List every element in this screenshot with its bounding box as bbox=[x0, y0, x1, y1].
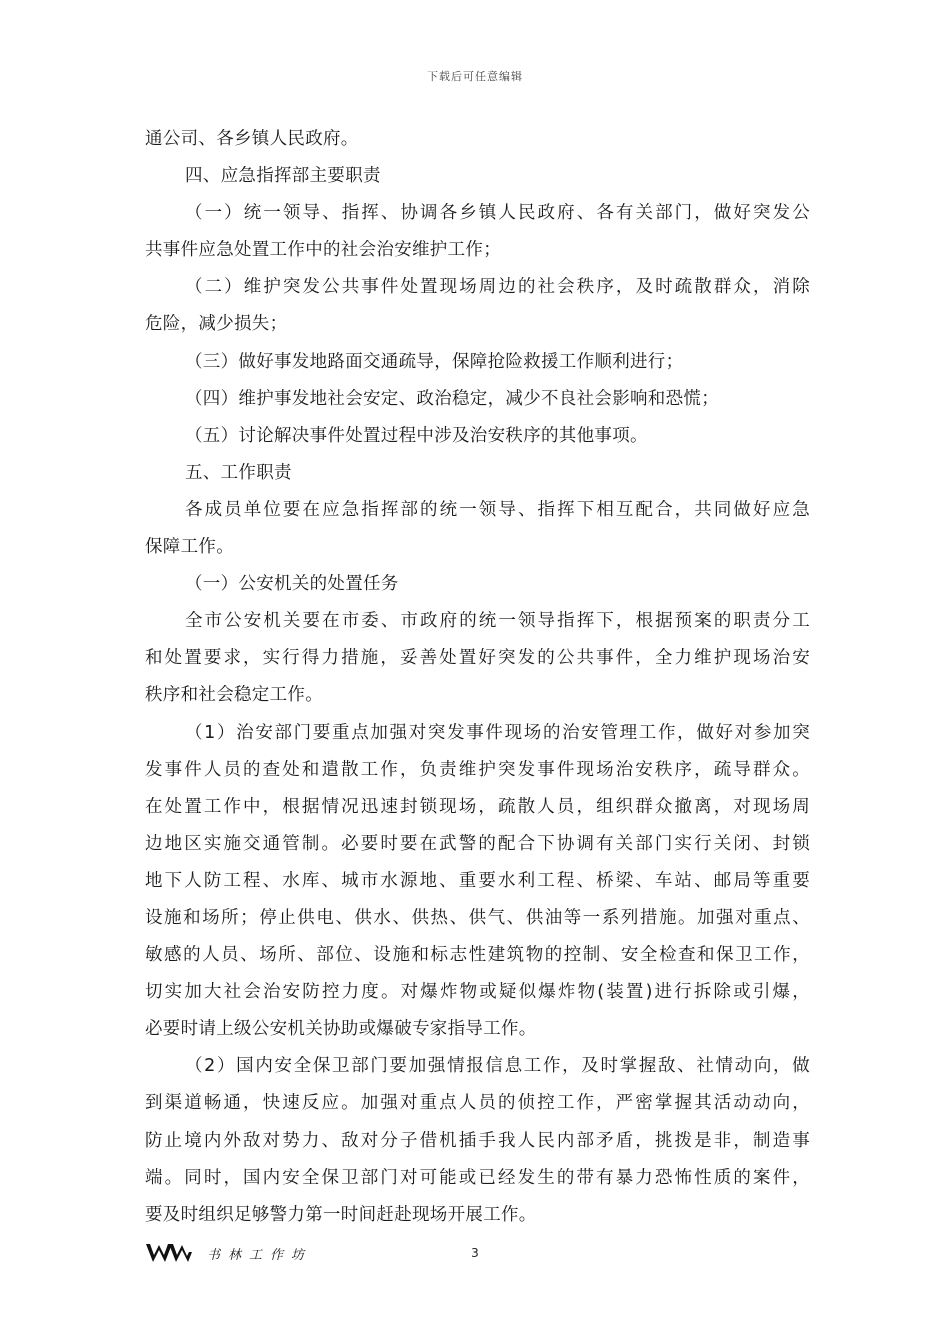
paragraph-line: （五）讨论解决事件处置过程中涉及治安秩序的其他事项。 bbox=[185, 425, 648, 446]
paragraph-line: 保障工作。 bbox=[145, 537, 234, 558]
document-body bbox=[145, 121, 810, 1234]
paragraph-line: 端。同时，国内安全保卫部门对可能或已经发生的带有暴力恐怖性质的案件， bbox=[145, 1167, 810, 1188]
paragraph-line: （一）统一领导、指挥、协调各乡镇人民政府、各有关部门，做好突发公 bbox=[185, 203, 810, 224]
logo-text: 书林工作坊 bbox=[207, 1247, 313, 1263]
paragraph-line: 秩序和社会稳定工作。 bbox=[145, 685, 323, 706]
paragraph-line: （四）维护事发地社会安定、政治稳定，减少不良社会影响和恐慌； bbox=[185, 388, 719, 409]
paragraph-line: 发事件人员的查处和遣散工作，负责维护突发事件现场治安秩序，疏导群众。 bbox=[145, 759, 810, 780]
header-note: 下载后可任意编辑 bbox=[427, 70, 523, 83]
paragraph-line: 到渠道畅通，快速反应。加强对重点人员的侦控工作，严密掌握其活动动向， bbox=[145, 1093, 810, 1114]
section-heading: 四、应急指挥部主要职责 bbox=[185, 166, 381, 187]
subsection-heading: （一）公安机关的处置任务 bbox=[185, 574, 399, 595]
paragraph-line: 设施和场所；停止供电、供水、供热、供气、供油等一系列措施。加强对重点、 bbox=[145, 907, 810, 928]
paragraph-line: 地下人防工程、水库、城市水源地、重要水利工程、桥梁、车站、邮局等重要 bbox=[145, 870, 810, 891]
paragraph-line: （二）维护突发公共事件处置现场周边的社会秩序，及时疏散群众，消除 bbox=[185, 277, 810, 298]
paragraph-line: 危险，减少损失； bbox=[145, 314, 288, 335]
workshop-logo-icon bbox=[145, 1242, 193, 1264]
section-heading: 五、工作职责 bbox=[185, 462, 292, 483]
paragraph-line: 边地区实施交通管制。必要时要在武警的配合下协调有关部门实行关闭、封锁 bbox=[145, 833, 810, 854]
paragraph-line: 必要时请上级公安机关协助或爆破专家指导工作。 bbox=[145, 1019, 537, 1040]
paragraph-line: （三）做好事发地路面交通疏导，保障抢险救援工作顺利进行； bbox=[185, 351, 684, 372]
paragraph-line: 各成员单位要在应急指挥部的统一领导、指挥下相互配合，共同做好应急 bbox=[185, 499, 810, 520]
paragraph-line: 通公司、各乡镇人民政府。 bbox=[145, 129, 359, 149]
paragraph-line: 在处置工作中，根据情况迅速封锁现场，疏散人员，组织群众撤离，对现场周 bbox=[145, 796, 810, 817]
paragraph-line: 要及时组织足够警力第一时间赶赴现场开展工作。 bbox=[145, 1204, 537, 1225]
paragraph-line: （2）国内安全保卫部门要加强情报信息工作，及时掌握敌、社情动向，做 bbox=[185, 1056, 810, 1077]
paragraph-line: 和处置要求，实行得力措施，妥善处置好突发的公共事件，全力维护现场治安 bbox=[145, 648, 810, 669]
footer-logo bbox=[145, 1241, 312, 1265]
paragraph-line: （1）治安部门要重点加强对突发事件现场的治安管理工作，做好对参加突 bbox=[185, 722, 810, 743]
paragraph-line: 敏感的人员、场所、部位、设施和标志性建筑物的控制、安全检查和保卫工作， bbox=[145, 945, 810, 966]
paragraph-line: 全市公安机关要在市委、市政府的统一领导指挥下，根据预案的职责分工 bbox=[185, 611, 810, 632]
paragraph-line: 共事件应急处置工作中的社会治安维护工作； bbox=[145, 240, 501, 261]
paragraph-line: 切实加大社会治安防控力度。对爆炸物或疑似爆炸物(装置)进行拆除或引爆， bbox=[145, 982, 810, 1003]
paragraph-line: 防止境内外敌对势力、敌对分子借机插手我人民内部矛盾，挑拨是非，制造事 bbox=[145, 1130, 810, 1151]
page-number: 3 bbox=[471, 1246, 479, 1260]
